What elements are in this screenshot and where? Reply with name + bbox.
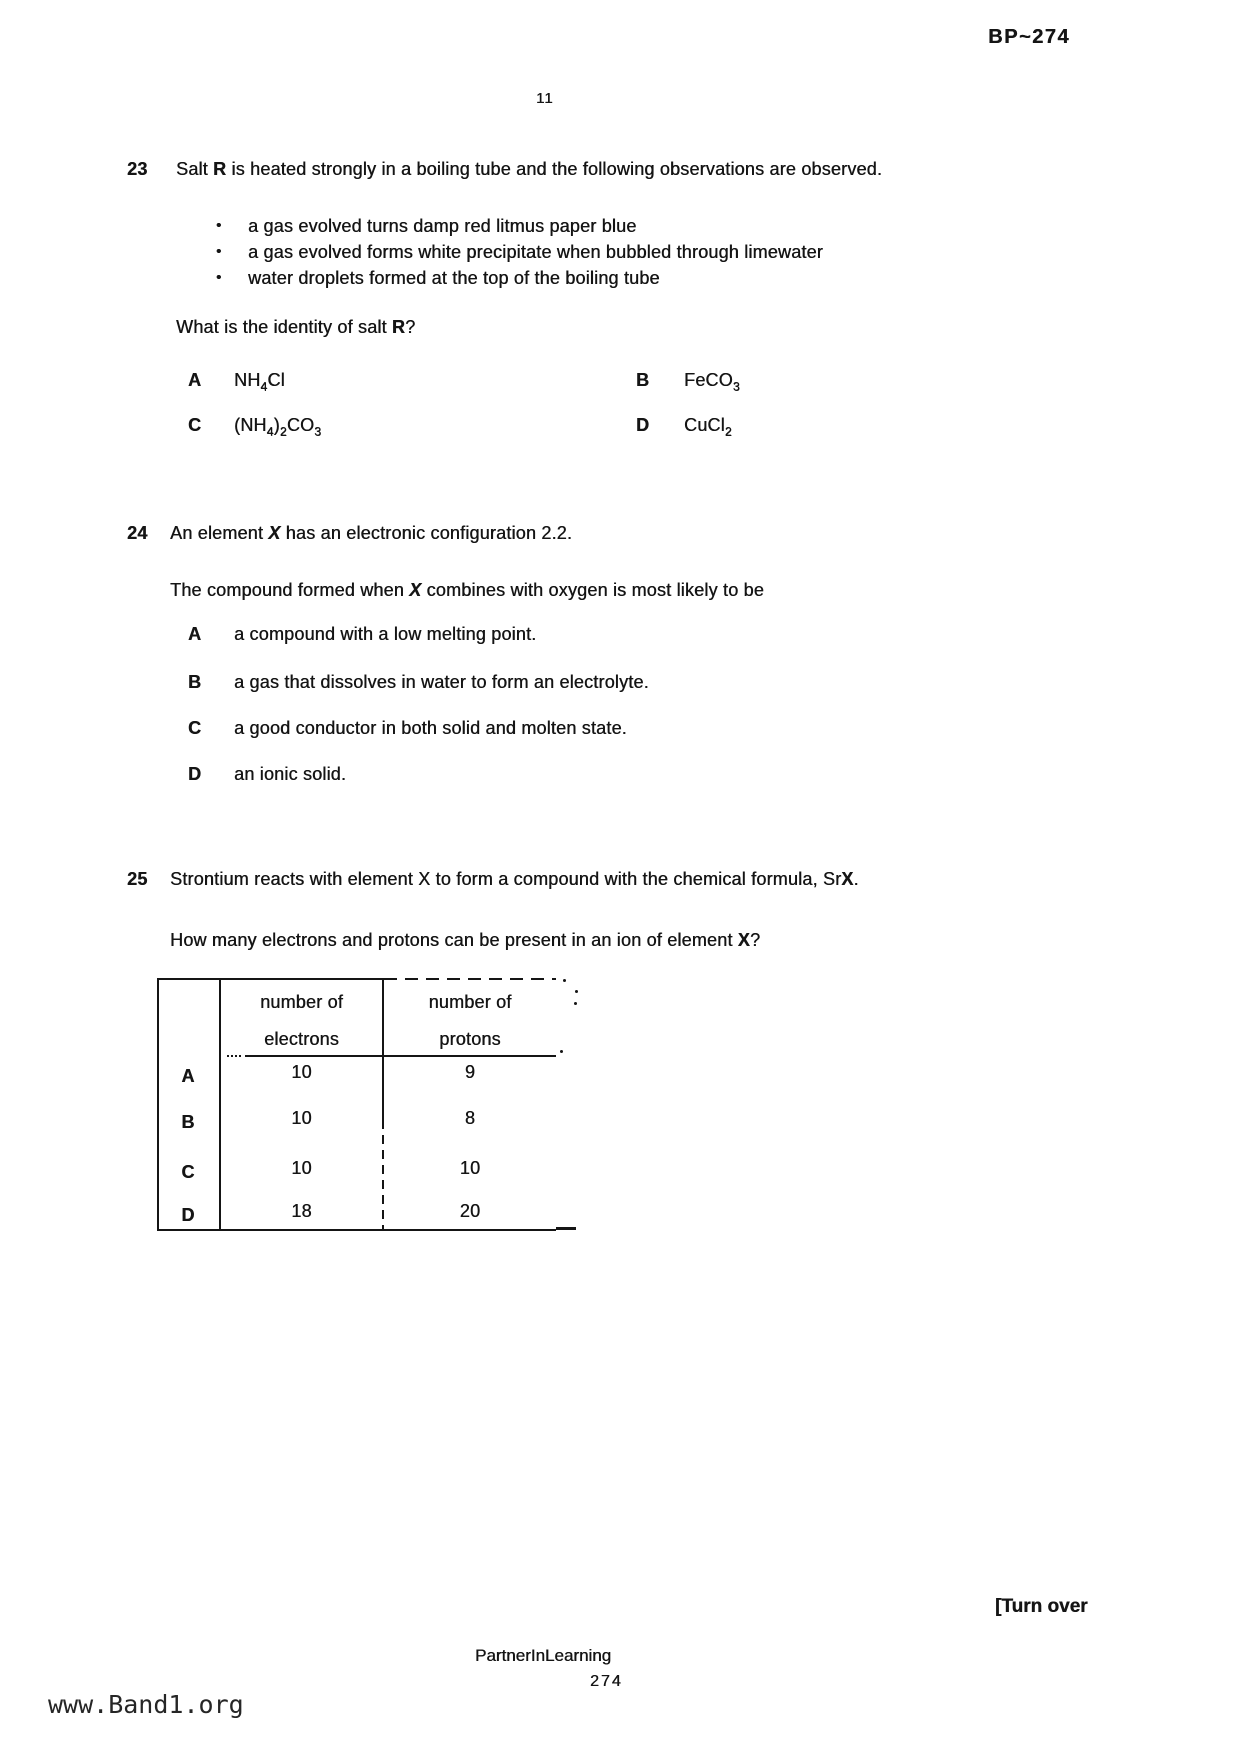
table-cell-protons: 9 [464, 1062, 476, 1082]
table-border-left [157, 978, 159, 1231]
table-divider-2 [382, 978, 384, 1120]
question-stem-line2: The compound formed when X combines with oxygen is most likely to be [170, 580, 764, 600]
table-cell-protons: 10 [459, 1158, 481, 1178]
option-label-a: A [188, 624, 202, 644]
bullet-text: a gas evolved turns damp red litmus paper blue [248, 216, 637, 236]
question-prompt: What is the identity of salt R? [176, 317, 416, 337]
scan-artifact [575, 990, 578, 993]
table-cell-electrons: 18 [291, 1201, 312, 1221]
option-text-d: CuCl$_2$ [684, 415, 732, 439]
bullet-text: water droplets formed at the top of the boiling tube [248, 268, 660, 288]
option-text-a: a compound with a low melting point. [234, 624, 537, 644]
turn-over-note: [Turn over [995, 1596, 1088, 1617]
question-stem: Strontium reacts with element X to form a compound with the chemical formula, SrX. [170, 869, 859, 889]
option-text-b: a gas that dissolves in water to form an electrolyte. [234, 672, 649, 692]
table-cell-protons: 20 [459, 1201, 481, 1221]
bullet-item [216, 214, 976, 240]
table-border-top-dashed [384, 978, 556, 980]
option-text-c: $(NH_4)_2CO_3$ [234, 415, 322, 439]
table-cell-electrons: 10 [291, 1108, 312, 1128]
question-number: 24 [127, 523, 148, 543]
option-label-d: D [636, 415, 650, 435]
question-stem: An element X has an electronic configuration 2.2. [170, 523, 573, 543]
page-number: 11 [536, 90, 554, 107]
watermark-url: www.Band1.org [48, 1690, 244, 1719]
option-label-b: B [636, 370, 650, 390]
option-label-c: C [188, 415, 202, 435]
footer-brand: PartnerInLearning [475, 1646, 612, 1665]
table-cell-electrons: 10 [291, 1062, 312, 1082]
scan-artifact [556, 1227, 576, 1230]
question-stem: Salt R is heated strongly in a boiling tube and the following observations are observed. [176, 159, 883, 179]
answer-table [157, 978, 556, 1231]
option-label-a: A [188, 370, 202, 390]
bullet-icon: • [216, 217, 222, 234]
table-row-label: C [181, 1162, 195, 1182]
bullet-item [216, 240, 976, 266]
table-border-top [157, 978, 384, 980]
table-row-label: D [181, 1205, 195, 1225]
bullet-list [216, 214, 976, 292]
question-prompt: How many electrons and protons can be present in an ion of element X? [170, 930, 761, 950]
option-label-c: C [188, 718, 202, 738]
option-label-b: B [188, 672, 202, 692]
bullet-icon: • [216, 269, 222, 286]
table-header-protons: number of protons [428, 992, 512, 1049]
footer-brand-number: 274 [590, 1673, 623, 1690]
bullet-text: a gas evolved forms white precipitate when bubbled through limewater [248, 242, 823, 262]
scan-artifact [574, 1002, 577, 1005]
option-text-a: $NH_4Cl$ [234, 370, 285, 394]
scan-artifact [563, 979, 566, 982]
table-cell-protons: 8 [464, 1108, 476, 1128]
table-row-label: B [181, 1112, 195, 1132]
bullet-item [216, 266, 976, 292]
scan-artifact [560, 1050, 563, 1053]
table-header-electrons: number of electrons [260, 992, 343, 1049]
table-row-label: A [181, 1066, 195, 1086]
option-text-d: an ionic solid. [234, 764, 347, 784]
option-label-d: D [188, 764, 202, 784]
question-number: 23 [127, 159, 148, 179]
document-reference: BP~274 [988, 26, 1070, 48]
bullet-icon: • [216, 243, 222, 260]
option-text-b: FeCO$_3$ [684, 370, 740, 394]
option-text-c: a good conductor in both solid and molten state. [234, 718, 627, 738]
table-border-bottom [157, 1229, 556, 1231]
table-divider-2-lower [382, 1120, 384, 1231]
question-number: 25 [127, 869, 148, 889]
table-cell-electrons: 10 [291, 1158, 312, 1178]
